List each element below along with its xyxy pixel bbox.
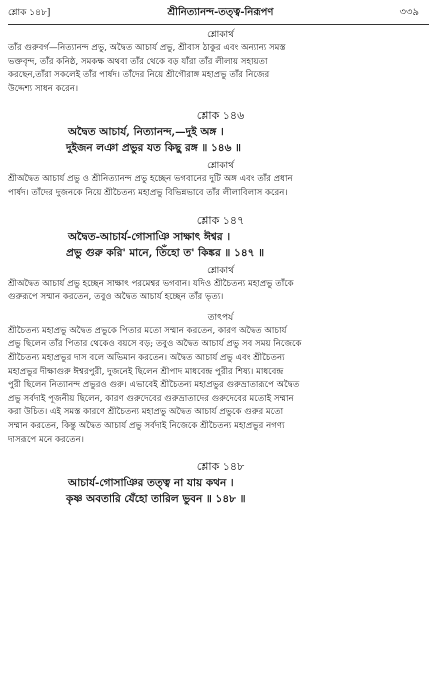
page-number: ৩৩৯ [399, 7, 419, 18]
purport-line: সম্মান করতেন, কিন্তু অদ্বৈত আচার্য প্রভু সর্বদাই নিজেকে শ্রীচৈতন্য মহাপ্রভুর নগণ্য [8, 420, 285, 431]
header-chapter-title: শ্রীনিত্যানন্দ-তত্ত্ব-নিরূপণ [167, 7, 274, 18]
purport-line: শ্রীচৈতন্য মহাপ্রভুর দাস বলে অভিমান করতেন। অদ্বৈত আচার্য প্রভু এবং শ্রীচৈতন্য [8, 352, 285, 363]
translation-line: তাঁর গুরুবর্গ—নিত্যানন্দ প্রভু, অদ্বৈত আচার্য প্রভু, শ্রীবাস ঠাকুর এবং অন্যান্য সমস্ত [8, 43, 286, 53]
purport-line: মহাপ্রভুর দীক্ষাগুরু ঈশ্বরপুরী, দুজনেই ছিলেন শ্রীপাদ মাধবেন্দ্র পুরীর শিষ্য। মাধবেন্দ্র [8, 366, 284, 377]
translation-heading: শ্লোকার্থ [207, 161, 234, 172]
verse-146-line-2: দুইজন লঞা প্রভুর যত কিছু রঙ্গ ॥ ১৪৬ ॥ [66, 142, 241, 155]
purport-line: করা উচিত। এই সমস্ত কারণে শ্রীচৈতন্য মহাপ্রভু অদ্বৈত আচার্য প্রভুকে গুরুর মতো [8, 407, 284, 418]
purport-heading: তাৎপর্য [207, 312, 234, 323]
translation-line: করছেন,তাঁরা সকলেই তাঁর পার্ষদ। তাঁদের নিয়ে শ্রীগৌরাঙ্গ মহাপ্রভু তাঁর নিজের [8, 70, 270, 81]
verse-147-line-2: প্রভু গুরু করি' মানে, তিঁহো ত' কিঙ্কর ॥ ১৪৭ ॥ [66, 246, 265, 259]
verse-number-148: শ্লোক ১৪৮ [196, 460, 245, 474]
verse-147-line-1: অদ্বৈত-আচার্য-গোসাঞি সাক্ষাৎ ঈশ্বর । [68, 230, 231, 243]
verse-148-line-2: কৃষ্ণ অবতারি যেঁহো তারিল ভুবন ॥ ১৪৮ ॥ [66, 493, 246, 506]
header-verse-ref: শ্লোক ১৪৮] [8, 8, 51, 18]
running-header [8, 4, 433, 22]
verse-146-line-1: অদ্বৈত আচার্য, নিত্যানন্দ,—দুই অঙ্গ । [68, 126, 224, 139]
purport-line: প্রভু ছিলেন তাঁর পিতার থেকেও বয়সে বড়; তবুও অদ্বৈত আচার্য প্রভু সব সময় নিজেকে [8, 339, 302, 350]
translation-line: গুরুরূপে সম্মান করতেন, তবুও অদ্বৈত আচার্য হচ্ছেন তাঁর ভৃত্য। [8, 292, 224, 303]
translation-heading: শ্লোকার্থ [207, 265, 234, 276]
purport-line: শ্রীচৈতন্য মহাপ্রভু অদ্বৈত প্রভুকে পিতার মতো সম্মান করতেন, কারণ অদ্বৈত আচার্য [8, 325, 287, 336]
translation-line: ভক্তবৃন্দ, তাঁর কনিষ্ঠ, সমকক্ষ অথবা তাঁর থেকে বড় যাঁরা তাঁর লীলায় সহায়তা [8, 56, 268, 67]
purport-line: প্রভু সর্বদাই পূজনীয় ছিলেন, কারণ গুরুদেবের গুরুভ্রাতাদের গুরুদেবের মতোই সম্মান [8, 393, 294, 404]
verse-number-147: শ্লোক ১৪৭ [196, 213, 245, 227]
translation-line: উদ্দেশ্য সাধন করেন। [8, 83, 79, 94]
translation-line: শ্রীঅদ্বৈত আচার্য প্রভু হচ্ছেন সাক্ষাৎ পরমেশ্বর ভগবান। যদিও শ্রীচৈতন্য মহাপ্রভু তাঁকে [8, 278, 294, 289]
translation-line: শ্রীঅদ্বৈত আচার্য প্রভু ও শ্রীনিত্যানন্দ প্রভু হচ্ছেন ভগবানের দুটি অঙ্গ এবং তাঁর প্রধান [8, 174, 293, 185]
translation-heading: শ্লোকার্থ [207, 30, 234, 40]
verse-number-146: শ্লোক ১৪৬ [196, 109, 245, 123]
header-rule [8, 24, 429, 25]
translation-line: পার্ষদ। তাঁদের দুজনকে নিয়ে শ্রীচৈতন্য মহাপ্রভু বিভিন্নভাবে তাঁর লীলাবিলাস করেন। [8, 187, 288, 198]
page-body [8, 28, 433, 673]
purport-line: দাসরূপে মনে করতেন। [8, 434, 84, 445]
verse-148-line-1: আচার্য-গোসাঞির তত্ত্ব না যায় কথন । [68, 477, 234, 490]
purport-line: পুরী ছিলেন নিত্যানন্দ প্রভুরও গুরু। এভাবেই শ্রীচৈতন্য মহাপ্রভুর গুরুভ্রাতারূপে অদ্বৈত [8, 380, 300, 391]
